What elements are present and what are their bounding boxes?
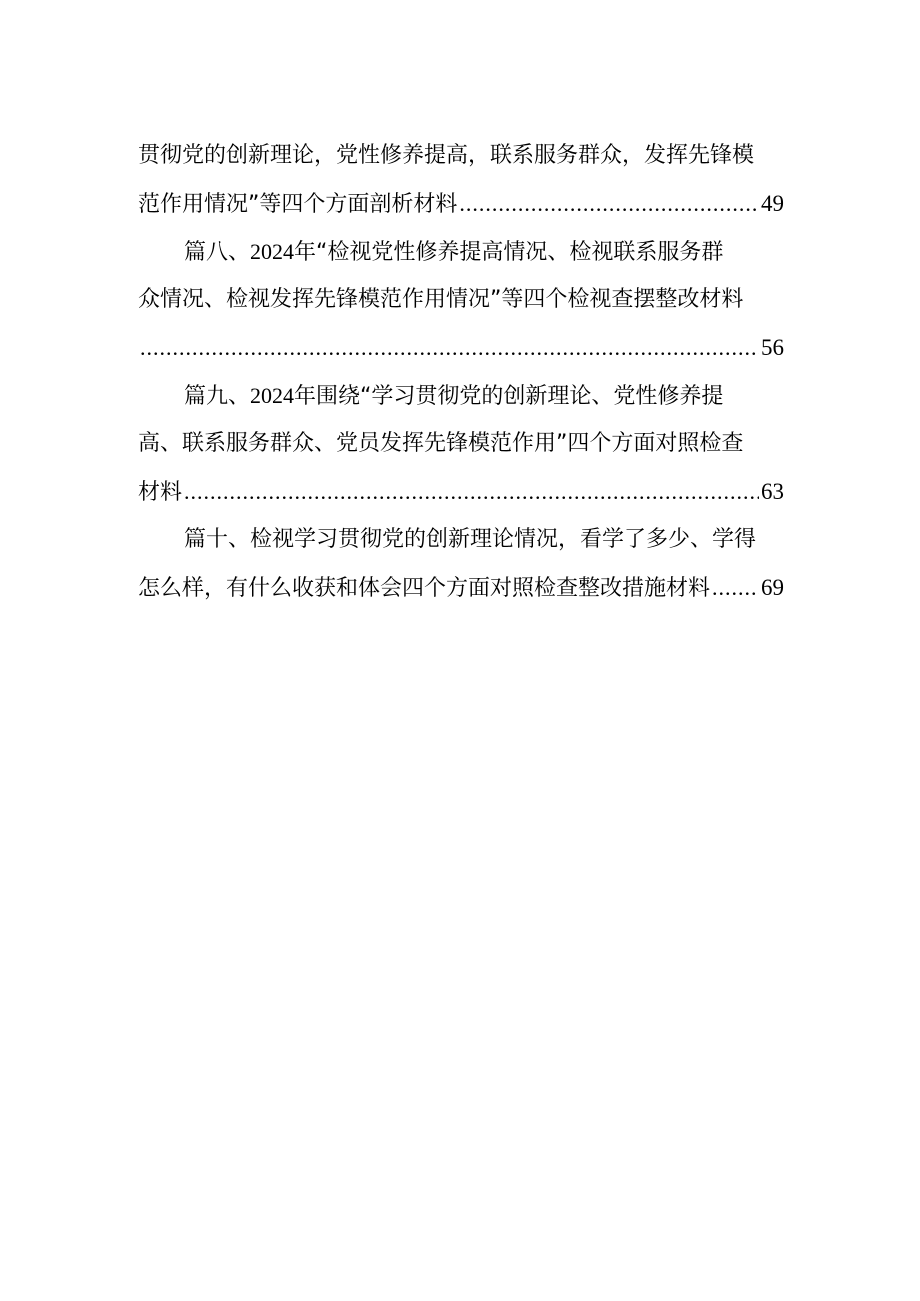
toc-entry-year: 2024: [250, 383, 295, 408]
toc-entry-text: 高、联系服务群众、党员发挥先锋模范作用”四个方面对照检查: [138, 431, 744, 456]
toc-line: [138, 132, 784, 180]
toc-entry-10[interactable]: [138, 516, 784, 612]
toc-line: [138, 324, 784, 372]
dot-leader: [712, 564, 759, 612]
dot-leader: [459, 180, 759, 228]
toc-entry-text: 贯彻党的创新理论，党性修养提高，联系服务群众，发挥先锋模: [138, 143, 755, 168]
page-number: 49: [761, 191, 784, 216]
toc-line: [138, 372, 784, 420]
toc-entry-8[interactable]: [138, 228, 784, 372]
toc-line: [138, 180, 784, 228]
toc-entry-prefix: 篇九、: [184, 384, 251, 409]
toc-entry-text: 年“检视党性修养提高情况、检视联系服务群: [294, 240, 724, 265]
toc-entry-year: 2024: [250, 239, 295, 264]
toc-line: [138, 516, 784, 564]
toc-line: [138, 468, 784, 516]
toc-entry-prefix: 篇八、: [184, 240, 251, 265]
table-of-contents: [138, 132, 784, 612]
toc-entry-text: 怎么样，有什么收获和体会四个方面对照检查整改措施材料: [138, 576, 711, 601]
toc-entry-text: 篇十、检视学习贯彻党的创新理论情况，看学了多少、学得: [184, 527, 757, 552]
toc-line: [138, 420, 784, 468]
page-number: 56: [761, 335, 784, 360]
toc-line: [138, 276, 784, 324]
dot-leader: [184, 468, 759, 516]
dot-leader: [140, 324, 759, 372]
toc-entry-text: 材料: [138, 480, 183, 505]
page-number: 63: [761, 479, 784, 504]
toc-entry-9[interactable]: [138, 372, 784, 516]
toc-entry-text: 范作用情况”等四个方面剖析材料: [138, 192, 458, 217]
toc-line: [138, 564, 784, 612]
toc-entry-text: 众情况、检视发挥先锋模范作用情况”等四个检视查摆整改材料: [138, 287, 744, 312]
toc-entry-7[interactable]: [138, 132, 784, 228]
toc-line: [138, 228, 784, 276]
toc-entry-text: 年围绕“学习贯彻党的创新理论、党性修养提: [294, 384, 724, 409]
page-number: 69: [761, 575, 784, 600]
